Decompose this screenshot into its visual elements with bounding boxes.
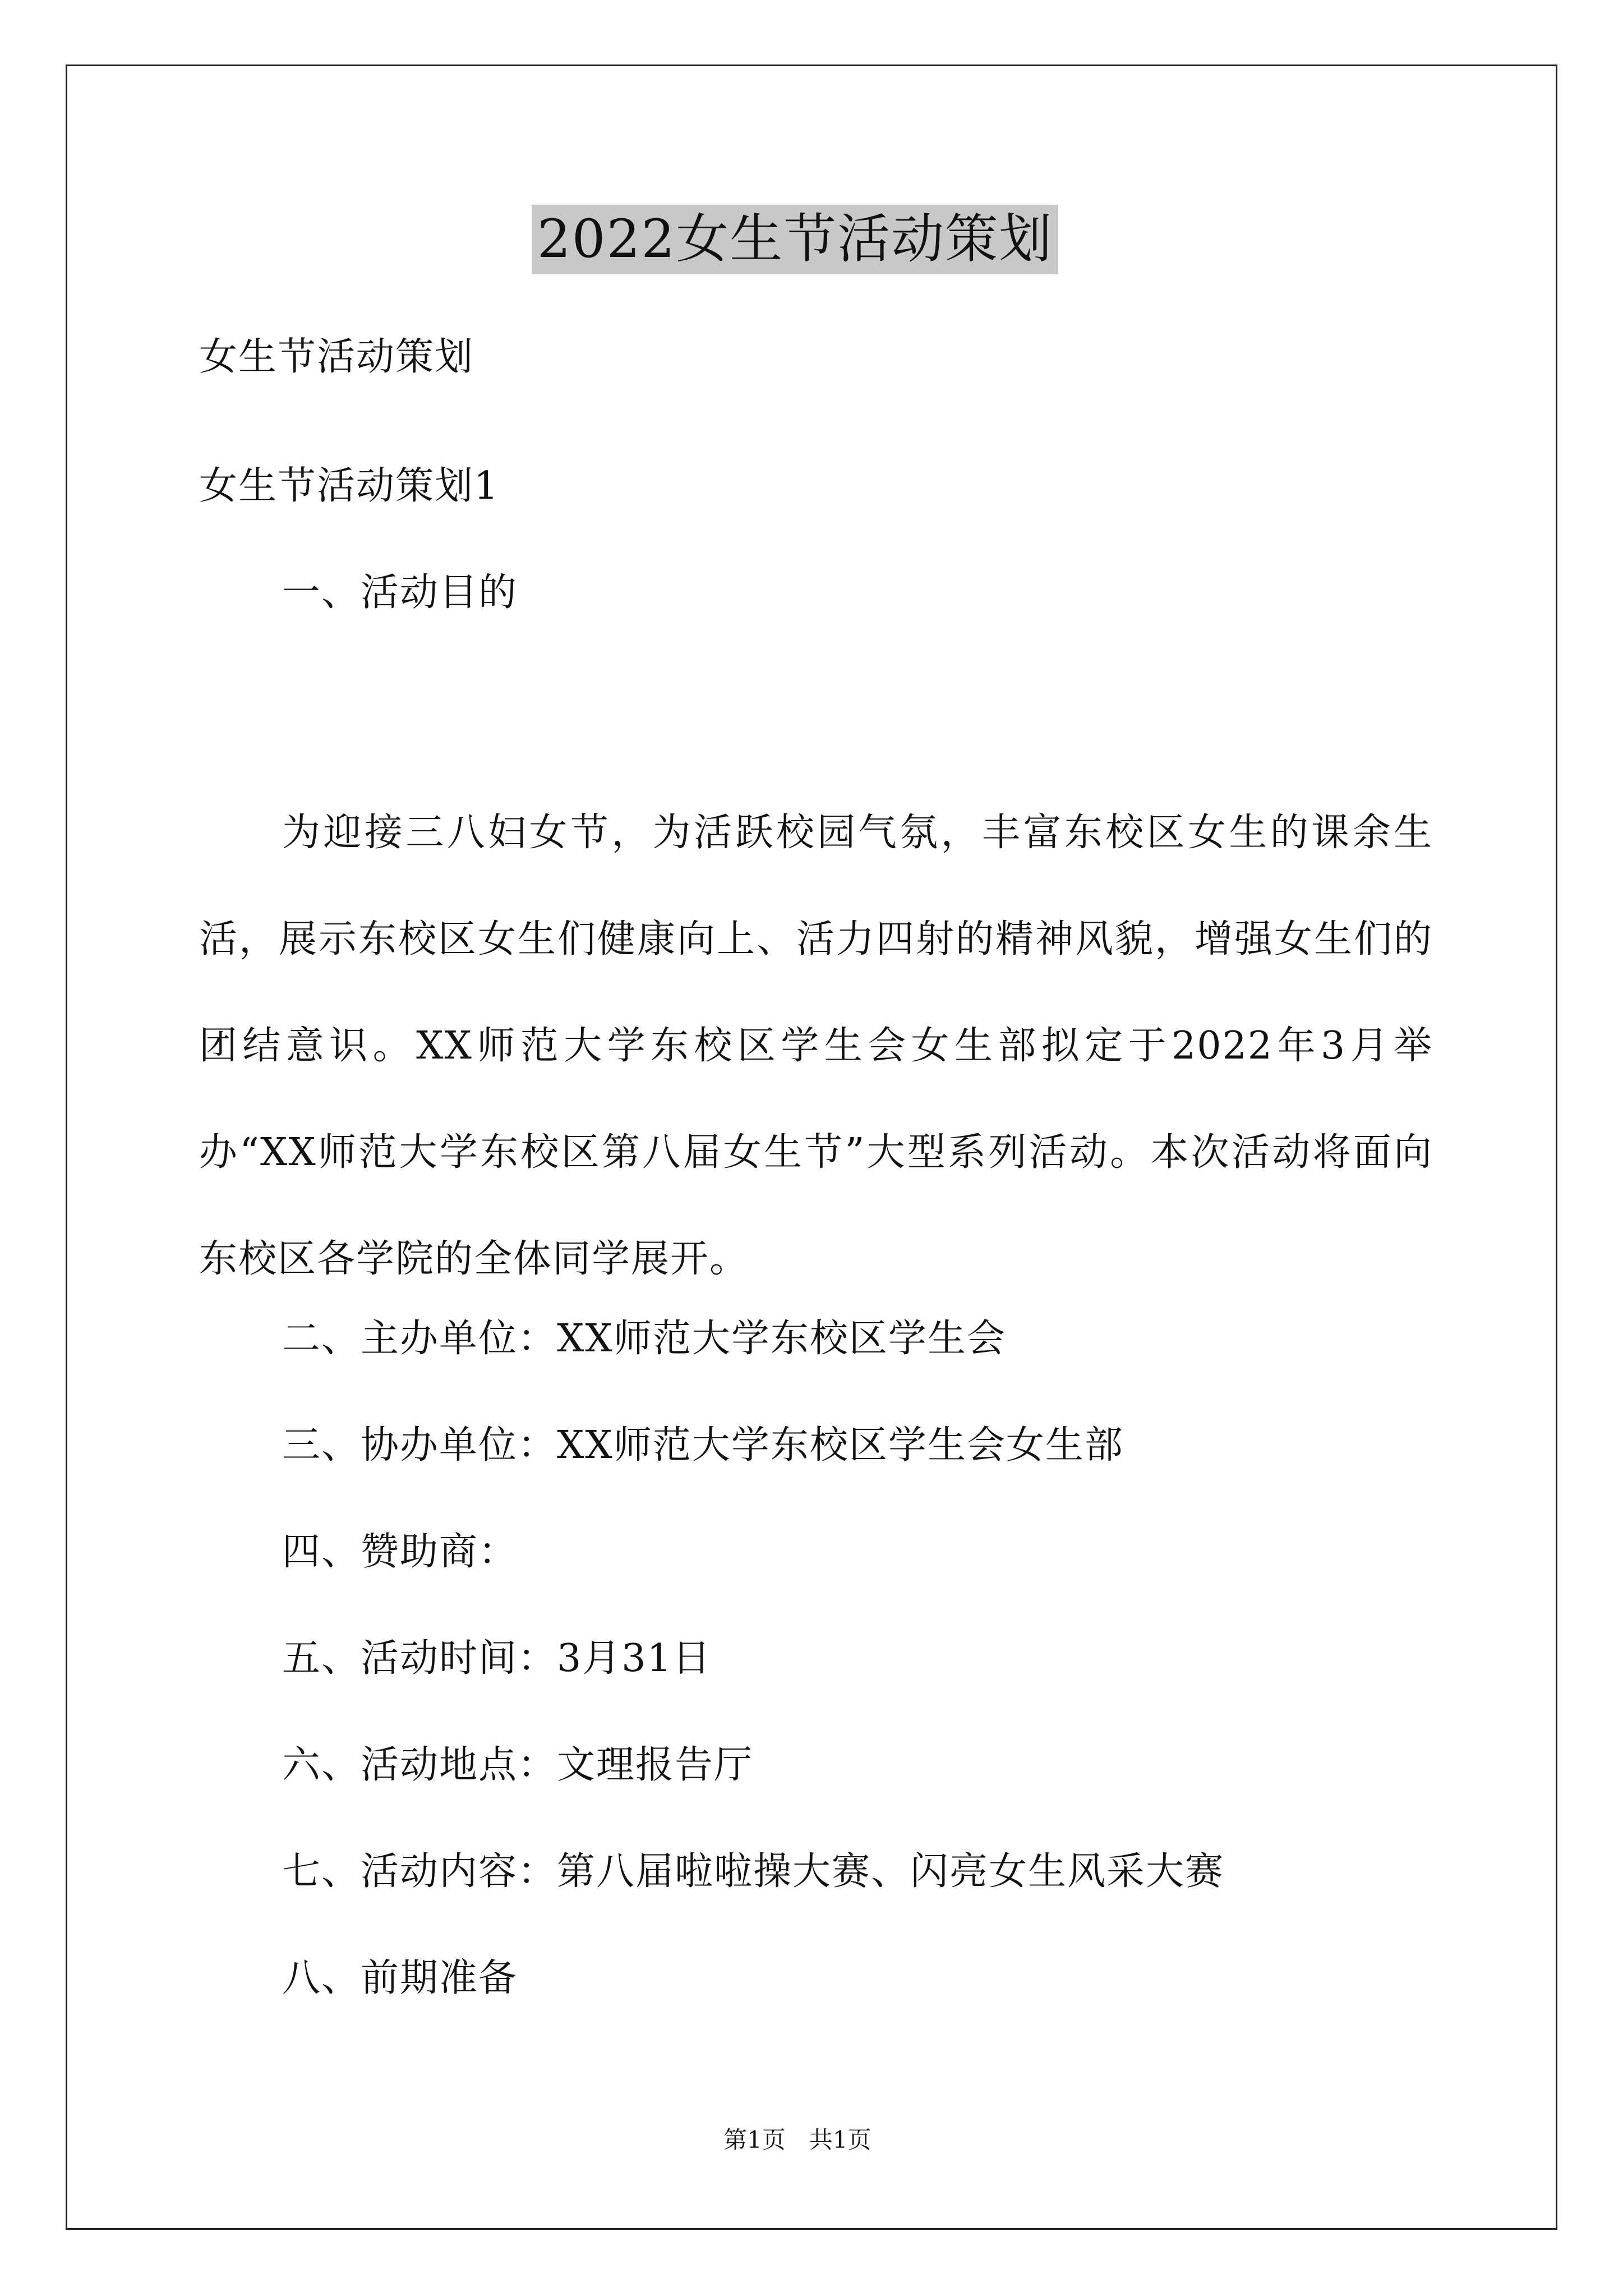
item-organizer: 二、主办单位：XX师范大学东校区学生会	[282, 1317, 1006, 1361]
page-footer: 第1页 共1页	[723, 2126, 872, 2154]
item-location: 六、活动地点：文理报告厅	[282, 1743, 754, 1787]
purpose-paragraph: 为迎接三八妇女节，为活跃校园气氛，丰富东校区女生的课余生活，展示东校区女生们健康向上、活力四射的精神风貌，增强女生们的团结意识。XX师范大学东校区学生会女生部拟定于2022年3月举办“XX师范大学东校区第八届女生节”大型系列活动。本次活动将面向东校区各学院的全体同学展开。	[199, 811, 1433, 1281]
document-title: 2022女生节活动策划	[532, 205, 1058, 274]
item-purpose-heading: 一、活动目的	[282, 570, 518, 615]
item-co-organizer: 三、协办单位：XX师范大学东校区学生会女生部	[282, 1423, 1124, 1467]
subtitle: 女生节活动策划	[199, 335, 474, 379]
section-heading: 女生节活动策划1	[199, 464, 500, 508]
item-content: 七、活动内容：第八届啦啦操大赛、闪亮女生风采大赛	[282, 1849, 1225, 1894]
item-time: 五、活动时间：3月31日	[282, 1636, 712, 1681]
item-preparation: 八、前期准备	[282, 1956, 518, 2000]
item-sponsor: 四、赞助商：	[282, 1530, 518, 1574]
